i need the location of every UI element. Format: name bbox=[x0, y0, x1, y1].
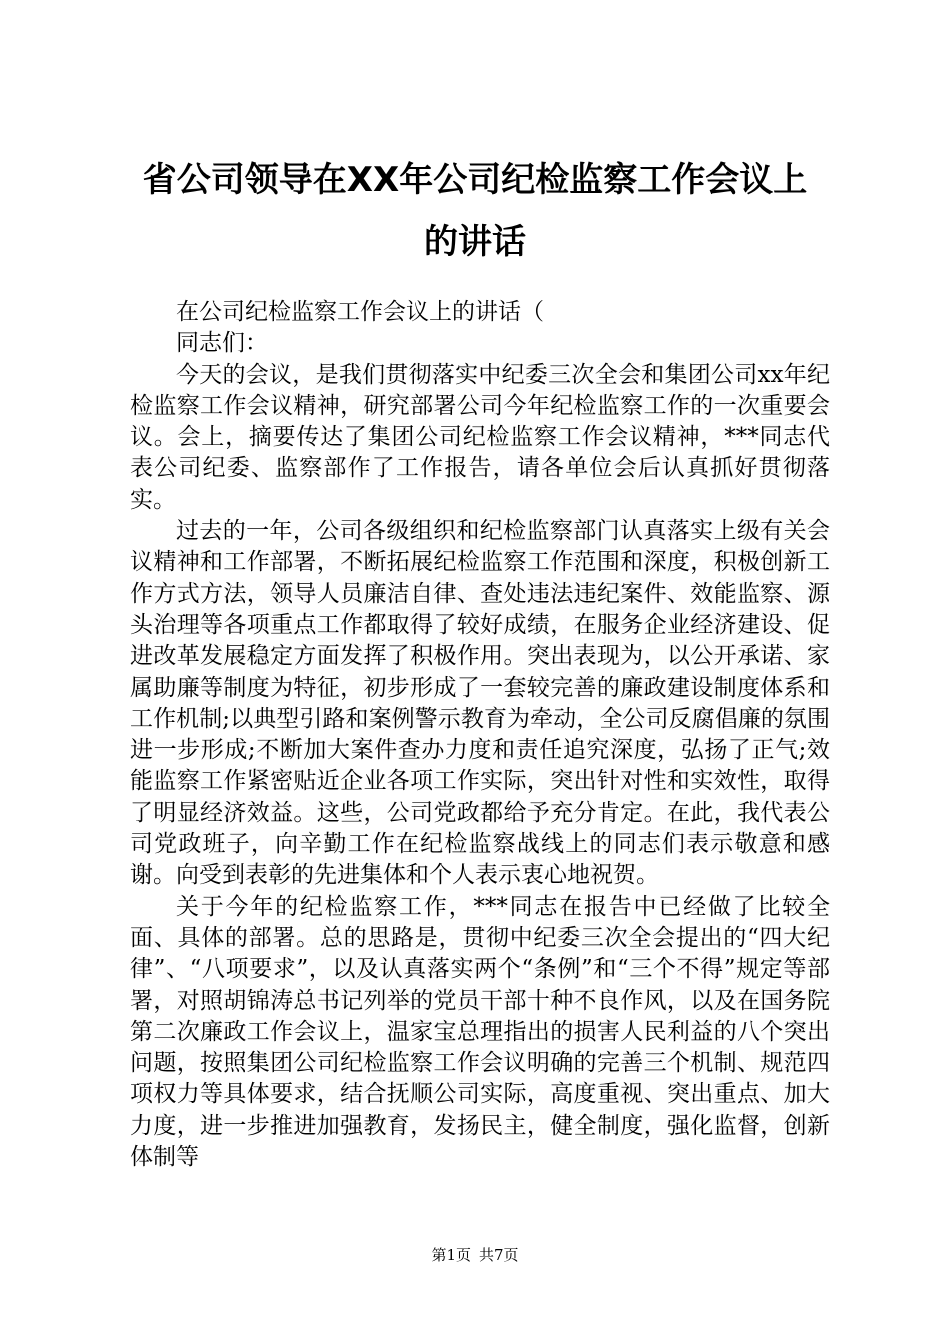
document-title-line2: 的讲话 bbox=[424, 222, 526, 262]
page-number: 第1页 bbox=[431, 1246, 471, 1264]
page-footer bbox=[0, 1245, 950, 1265]
page-total: 共7页 bbox=[479, 1246, 519, 1264]
document-title-line1: 省公司领导在XX年公司纪检监察工作会议上 bbox=[142, 160, 808, 200]
body-paragraph: 过去的一年，公司各级组织和纪检监察部门认真落实上级有关会议精神和工作部署，不断拓展纪检监察工作范围和深度，积极创新工作方式方法，领导人员廉洁自律、查处违法违纪案件、效能监察、源头治理等各项重点工作都取得了较好成绩，在服务企业经济建设、促进改革发展稳定方面发挥了积极作用。突出表现为，以公开承诺、家属助廉等制度为特征，初步形成了一套较完善的廉政建设制度体系和工作机制;以典型引路和案例警示教育为牵动，全公司反腐倡廉的氛围进一步形成;不断加大案件查办力度和责任追究深度，弘扬了正气;效能监察工作紧密贴近企业各项工作实际，突出针对性和实效性，取得了明显经济效益。这些，公司党政都给予充分肯定。在此，我代表公司党政班子，向辛勤工作在纪检监察战线上的同志们表示敬意和感谢。向受到表彰的先进集体和个人表示衷心地祝贺。 bbox=[130, 518, 830, 889]
body-paragraph: 今天的会议，是我们贯彻落实中纪委三次全会和集团公司xx年纪检监察工作会议精神，研究部署公司今年纪检监察工作的一次重要会议。会上，摘要传达了集团公司纪检监察工作会议精神，***同志代表公司纪委、监察部作了工作报告，请各单位会后认真抓好贯彻落实。 bbox=[130, 361, 830, 513]
body-paragraph: 关于今年的纪检监察工作，***同志在报告中已经做了比较全面、具体的部署。总的思路是，贯彻中纪委三次全会提出的“四大纪律”、“八项要求”，以及认真落实两个“条例”和“三个不得”规定等部署，对照胡锦涛总书记列举的党员干部十种不良作风，以及在国务院第二次廉政工作会议上，温家宝总理指出的损害人民利益的八个突出问题，按照集团公司纪检监察工作会议明确的完善三个机制、规范四项权力等具体要求，结合抚顺公司实际，高度重视、突出重点、加大力度，进一步推进加强教育，发扬民主，健全制度，强化监督，创新体制等 bbox=[130, 893, 830, 1171]
speech-heading-paragraph: 在公司纪检监察工作会议上的讲话（ bbox=[176, 299, 544, 325]
salutation-paragraph: 同志们： bbox=[176, 330, 268, 357]
document-body bbox=[130, 297, 830, 1173]
